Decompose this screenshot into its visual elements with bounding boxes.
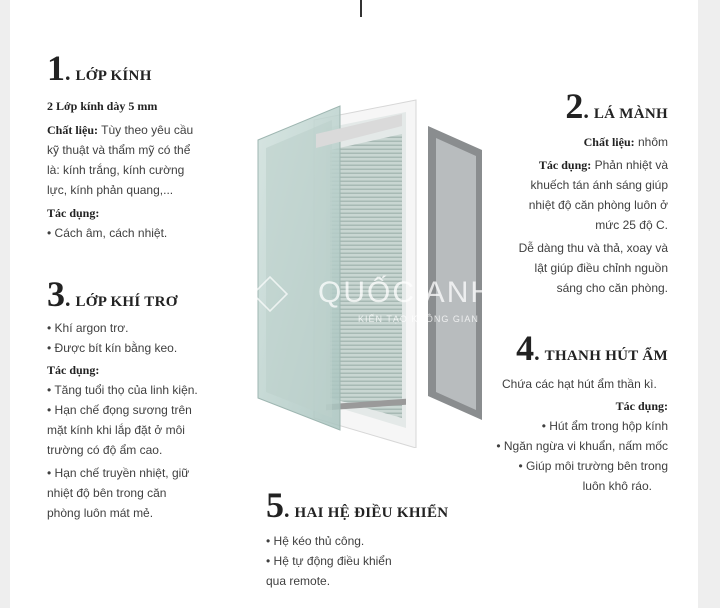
text-line: khuếch tán ánh sáng giúp: [530, 178, 668, 192]
section-subtitle: 2 Lớp kính dày 5 mm: [47, 99, 158, 113]
bullet-item: • Ngăn ngừa vi khuẩn, nấm mốc: [496, 439, 668, 453]
page: [10, 0, 698, 608]
text-line: phòng luôn mát mẻ.: [47, 506, 154, 520]
text-line: là: kính trắng, kính cường: [47, 163, 185, 177]
effect-label: Tác dụng:: [615, 399, 668, 413]
section-title: 4. THANH HÚT ẨM: [516, 328, 668, 368]
text-line: qua remote.: [266, 574, 331, 588]
section-glass-layer: [47, 50, 247, 243]
section-title: 5. HAI HỆ ĐIỀU KHIỂN: [266, 485, 449, 525]
section-title: 2. LÁ MÀNH: [565, 86, 668, 126]
section-description: Chứa các hạt hút ẩm thần kì.: [502, 377, 657, 391]
bullet-item: • Khí argon trơ.: [47, 321, 129, 335]
bullet-item: • Tăng tuổi thọ của linh kiện.: [47, 383, 198, 397]
bullet-item: • Hạn chế truyền nhiệt, giữ: [47, 466, 190, 480]
bullet-item: • Giúp môi trường bên trong: [518, 459, 668, 473]
section-inert-gas: [47, 276, 257, 523]
section-title: 3. LỚP KHÍ TRƠ: [47, 274, 178, 314]
text-line: sáng cho căn phòng.: [556, 281, 668, 295]
watermark-tagline: KIẾN TẠO KHÔNG GIAN: [358, 314, 479, 324]
top-divider: [360, 0, 362, 17]
text-line: lực, kính phản quang,...: [47, 183, 174, 197]
effect-line: Tác dụng: Phản nhiệt và: [538, 158, 668, 172]
bullet-item: • Hạn chế đọng sương trên: [47, 403, 192, 417]
text-line: nhiệt độ bên trong căn: [47, 486, 167, 500]
bullet-item: • Cách âm, cách nhiệt.: [47, 226, 168, 240]
house-logo-icon: [252, 276, 288, 312]
section-desiccant-bar: [470, 330, 668, 496]
bullet-item: • Hệ kéo thủ công.: [266, 534, 365, 548]
text-line: kỹ thuật và thẩm mỹ có thể: [47, 143, 191, 157]
text-line: mức 25 độ C.: [595, 218, 668, 232]
section-control-systems: [266, 487, 496, 591]
text-line: luôn khô ráo.: [582, 479, 652, 493]
material-line: Chất liệu: Tùy theo yêu cầu: [47, 123, 194, 137]
bullet-item: • Hút ẩm trong hộp kính: [541, 419, 668, 433]
text-line: trường có độ ẩm cao.: [47, 443, 163, 457]
text-line: Dễ dàng thu và thả, xoay và: [518, 241, 668, 255]
watermark-logo: [246, 270, 496, 330]
text-line: lật giúp điều chỉnh nguồn: [534, 261, 668, 275]
bullet-item: • Được bít kín bằng keo.: [47, 341, 178, 355]
text-line: mặt kính khi lắp đặt ở môi: [47, 423, 185, 437]
bullet-item: • Hệ tự động điều khiển: [266, 554, 392, 568]
watermark-brand: QUỐC ANH: [318, 276, 495, 309]
text-line: nhiệt độ căn phòng luôn ở: [528, 198, 668, 212]
material-line: Chất liệu: nhôm: [583, 135, 668, 149]
section-title: 1. LỚP KÍNH: [47, 48, 152, 88]
section-blinds: [500, 88, 668, 298]
effect-label: Tác dụng:: [47, 363, 100, 377]
effect-label: Tác dụng:: [47, 206, 100, 220]
